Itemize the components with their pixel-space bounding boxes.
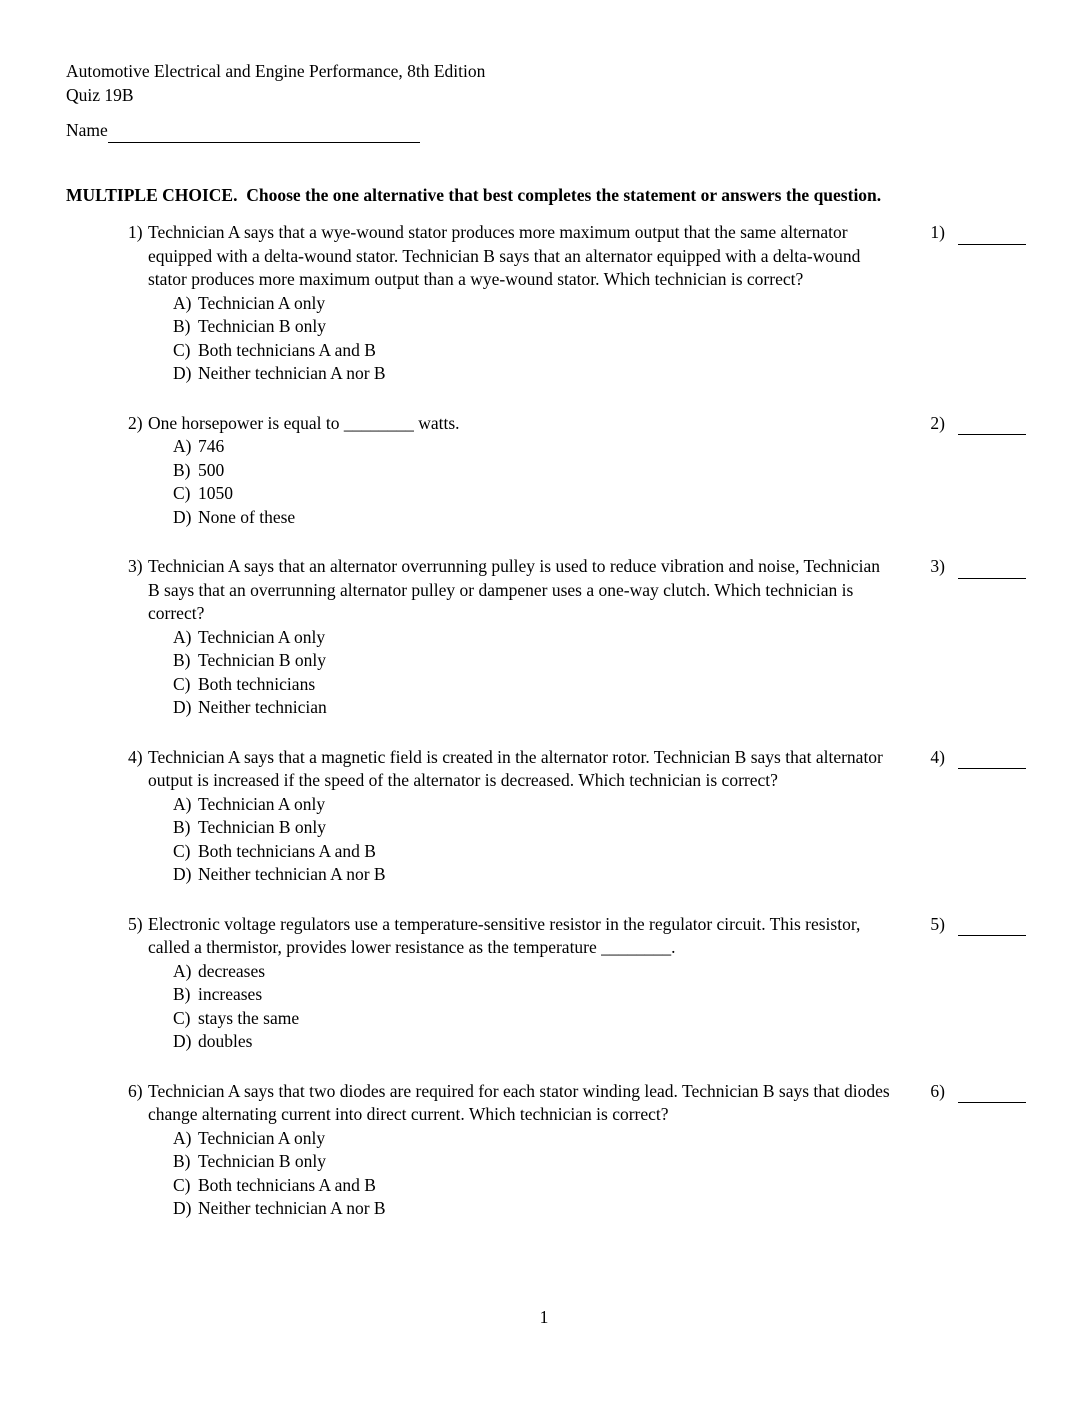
option-letter: D) [173,864,192,884]
option-row [148,1030,890,1054]
option-text: Both technicians A and B [198,1174,376,1195]
option-row [148,1150,890,1174]
answer-slot [930,746,1026,770]
option-row [148,1007,890,1031]
question-number: 6) [128,1080,143,1101]
question-body [148,1080,890,1221]
answer-blank-line [958,556,1026,579]
question-1 [66,221,1026,386]
option-text: decreases [198,960,266,981]
option-row [148,696,890,720]
answer-number: 6) [930,1080,945,1101]
answer-blank-line [958,412,1026,435]
question-5 [66,913,1026,1054]
question-body [148,913,890,1054]
question-2 [66,412,1026,530]
option-row [148,816,890,840]
option-letter: C) [173,1007,191,1028]
option-letter: A) [173,960,192,981]
option-letter: C) [173,1174,191,1195]
answer-slot [930,412,1026,436]
page-number: 1 [539,1307,549,1327]
answer-number: 5) [930,913,945,934]
option-text: increases [198,984,263,1004]
question-number: 5) [128,913,143,934]
question-number: 4) [128,746,143,767]
question-body [148,555,890,720]
option-list [148,1127,890,1221]
option-row [148,482,890,506]
answer-number: 4) [930,746,945,767]
option-text: 500 [198,459,225,480]
option-list [148,960,890,1054]
option-row [148,1197,890,1221]
option-list [148,626,890,720]
option-letter: A) [173,793,192,814]
option-text: Neither technician A nor B [198,363,386,383]
option-text: stays the same [198,1007,300,1028]
option-text: Technician A only [198,1127,326,1148]
option-text: Technician B only [198,1151,327,1171]
option-row [148,506,890,530]
answer-slot [930,913,1026,937]
question-body [148,221,890,386]
option-letter: D) [173,363,192,383]
option-letter: D) [173,1031,192,1051]
document-title: Automotive Electrical and Engine Performance, 8th Edition [66,61,486,81]
option-letter: C) [173,673,191,694]
option-letter: C) [173,840,191,861]
option-text: 1050 [198,483,233,503]
answer-blank-line [958,222,1026,245]
answer-number: 1) [930,222,945,242]
option-row [148,863,890,887]
option-text: Technician A only [198,292,326,313]
option-letter: A) [173,292,192,313]
question-main [66,555,1026,720]
quiz-number: Quiz 19B [66,84,134,105]
option-row [148,459,890,483]
question-main [66,412,1026,530]
name-blank-line [108,120,420,143]
question-text: Technician A says that a wye-wound stator produces more maximum output that the same alternator equipped with a delta-wound stator. Technician B says that an alternator equipped with a delta-wound stator produces more maximum output than a wye-wound stator. Which technician is correct? [148,222,861,289]
option-letter: B) [173,1151,191,1171]
option-letter: C) [173,339,191,360]
option-row [148,793,890,817]
option-letter: B) [173,316,191,336]
answer-blank-line [958,1080,1026,1103]
answer-slot [930,221,1026,245]
option-letter: D) [173,506,192,527]
question-6 [66,1080,1026,1221]
option-row [148,435,890,459]
option-letter: A) [173,1127,192,1148]
option-text: Technician B only [198,650,327,670]
name-label: Name [66,120,108,140]
answer-blank-line [958,913,1026,936]
answer-slot [930,1080,1026,1104]
option-row [148,292,890,316]
question-number: 3) [128,556,143,576]
answer-number: 3) [930,556,945,576]
option-row [148,626,890,650]
option-letter: B) [173,817,191,837]
option-letter: A) [173,626,192,647]
option-text: Technician A only [198,626,326,647]
question-list [66,221,1026,1247]
option-text: Neither technician A nor B [198,864,386,884]
name-row [66,119,420,143]
option-text: Both technicians A and B [198,339,376,360]
option-letter: B) [173,984,191,1004]
option-row [148,1127,890,1151]
question-body [148,412,890,530]
option-list [148,435,890,529]
option-text: None of these [198,506,296,527]
option-text: Technician A only [198,793,326,814]
option-text: Technician B only [198,817,327,837]
option-row [148,362,890,386]
option-text: Technician B only [198,316,327,336]
question-main [66,221,1026,386]
option-row [148,673,890,697]
answer-blank-line [958,746,1026,769]
option-text: doubles [198,1031,253,1051]
option-text: Neither technician A nor B [198,1198,386,1218]
option-row [148,960,890,984]
option-text: 746 [198,436,225,456]
question-main [66,746,1026,887]
option-row [148,339,890,363]
option-letter: D) [173,1198,192,1218]
answer-number: 2) [930,412,945,433]
question-main [66,1080,1026,1221]
question-4 [66,746,1026,887]
option-letter: A) [173,436,192,456]
instructions-text: MULTIPLE CHOICE. Choose the one alternative that best completes the statement or answers the question. [66,185,882,205]
option-text: Both technicians A and B [198,840,376,861]
option-row [148,983,890,1007]
question-text: Electronic voltage regulators use a temperature-sensitive resistor in the regulator circuit. This resistor, called a thermistor, provides lower resistance as the temperature ________. [148,913,861,957]
question-text: Technician A says that a magnetic field is created in the alternator rotor. Technician B says that alternator output is increased if the speed of the alternator is decreased. Which technician is correct? [148,746,883,790]
option-row [148,1174,890,1198]
option-text: Both technicians [198,673,316,694]
question-main [66,913,1026,1054]
option-letter: B) [173,459,191,480]
question-text: Technician A says that an alternator overrunning pulley is used to reduce vibration and noise, Technician B says that an overrunning alternator pulley or dampener uses a one-way clutch. Which technician is correct? [148,556,881,623]
option-letter: D) [173,697,192,717]
option-row [148,649,890,673]
question-body [148,746,890,887]
answer-slot [930,555,1026,579]
option-letter: B) [173,650,191,670]
question-text: Technician A says that two diodes are required for each stator winding lead. Technician B says that diodes change alternating current into direct current. Which technician is correct? [148,1080,890,1124]
document-header [66,60,485,107]
option-list [148,793,890,887]
question-number: 2) [128,412,143,433]
question-text: One horsepower is equal to ________ watts. [148,412,460,433]
option-letter: C) [173,483,191,503]
option-text: Neither technician [198,697,327,717]
option-list [148,292,890,386]
question-number: 1) [128,222,143,242]
question-3 [66,555,1026,720]
option-row [148,315,890,339]
option-row [148,840,890,864]
